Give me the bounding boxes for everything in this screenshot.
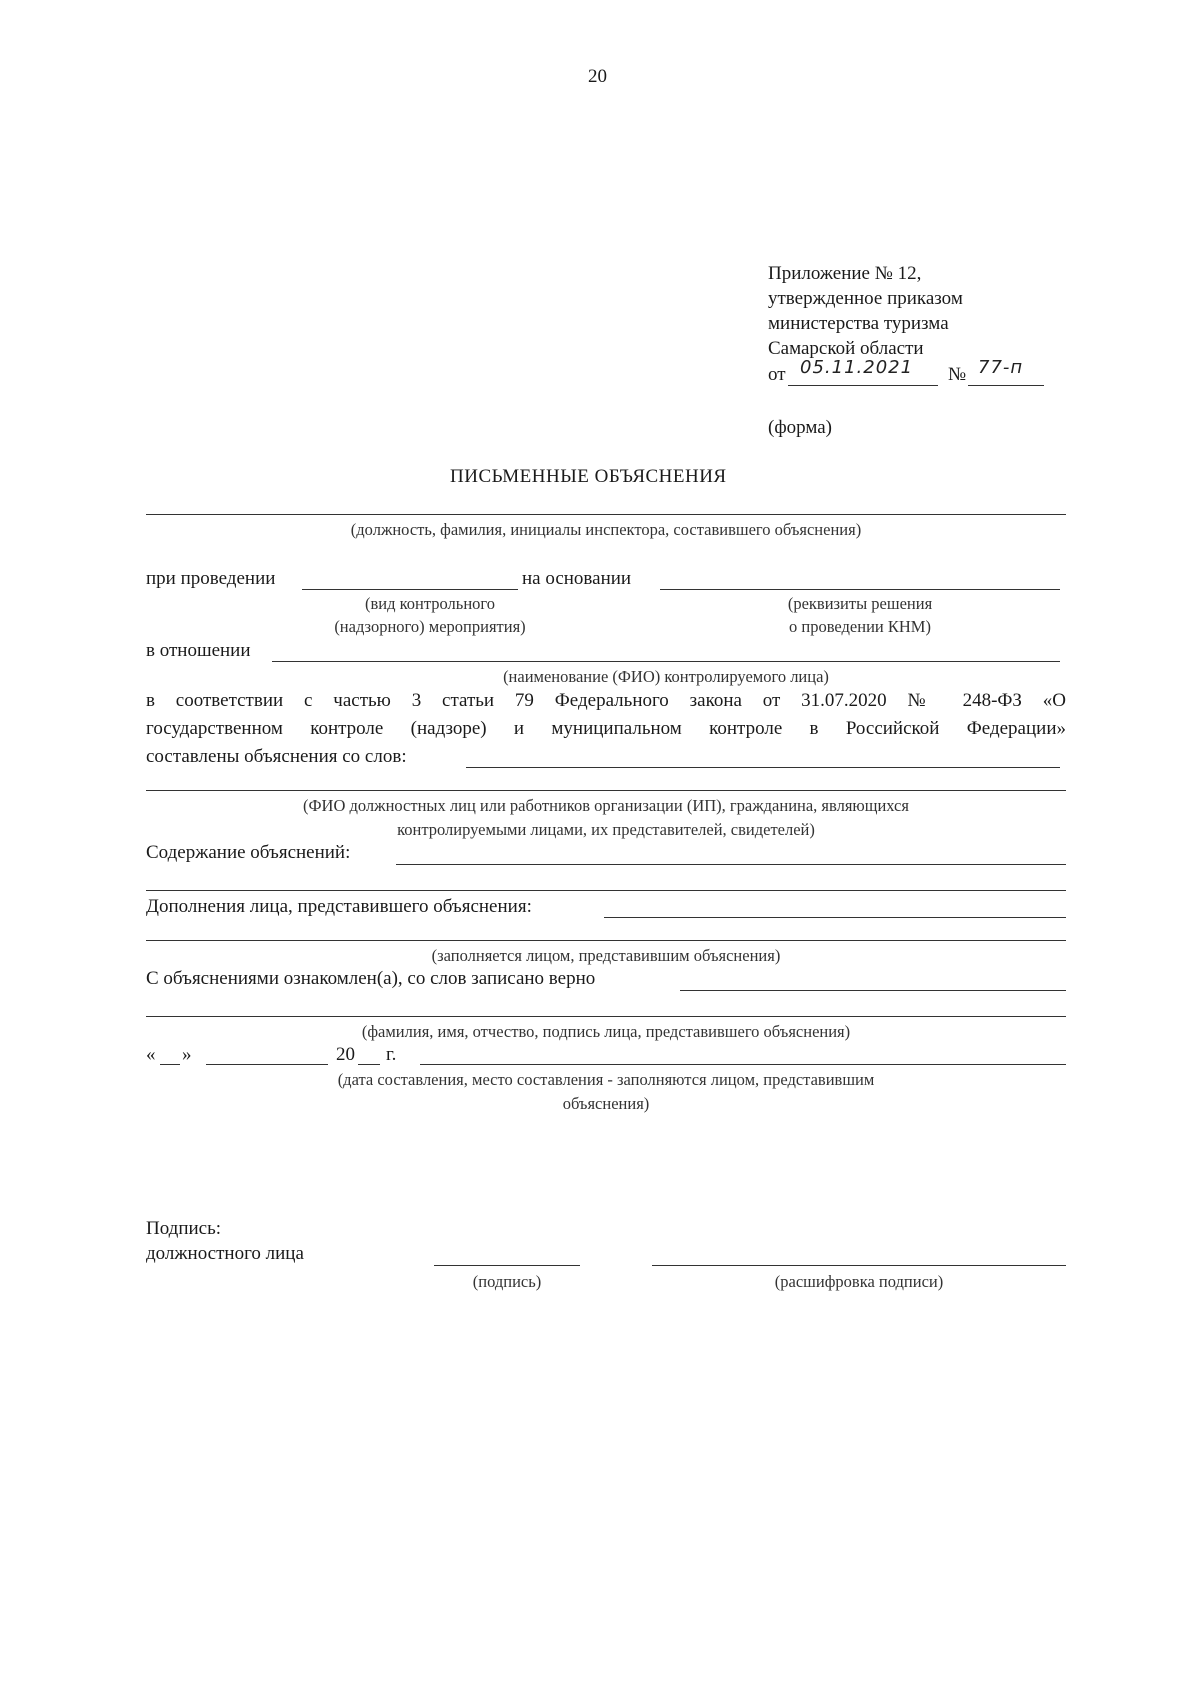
- signer-line: [146, 1016, 1066, 1017]
- acquainted-label: С объяснениями ознакомлен(а), со слов записано верно: [146, 968, 596, 989]
- date-year-suffix: г.: [386, 1044, 397, 1065]
- appendix-line-3: министерства туризма: [768, 313, 949, 334]
- inspector-caption: (должность, фамилия, инициалы инспектора, составившего объяснения): [350, 520, 862, 539]
- appendix-number-line: [968, 385, 1044, 386]
- form-label: (форма): [768, 417, 833, 438]
- signature-caption: (подпись): [472, 1272, 542, 1291]
- signature-line: [434, 1265, 580, 1266]
- additions-line-1: [604, 917, 1066, 918]
- legal-line-1: в соответствии с частью 3 статьи 79 Федерального закона от 31.07.2020 № 248-ФЗ «О: [146, 690, 1066, 711]
- signature-label-2: должностного лица: [146, 1243, 304, 1264]
- content-line-2: [146, 890, 1066, 891]
- persons-caption-2: контролируемыми лицами, их представителей, свидетелей): [397, 820, 815, 839]
- appendix-date-prefix: от: [768, 364, 786, 385]
- caption-kind-2: (надзорного) мероприятия): [334, 617, 526, 636]
- basis-label: на основании: [522, 568, 632, 589]
- additions-label: Дополнения лица, представившего объяснения:: [146, 896, 532, 917]
- date-year-prefix: 20: [336, 1044, 355, 1065]
- additions-line-2: [146, 940, 1066, 941]
- legal-words-line: [466, 767, 1060, 768]
- signature-decoding-caption: (расшифровка подписи): [774, 1272, 944, 1291]
- persons-line: [146, 790, 1066, 791]
- conduct-kind-line: [302, 589, 518, 590]
- regarding-caption: (наименование (ФИО) контролируемого лица): [503, 667, 829, 686]
- date-month-line: [206, 1064, 328, 1065]
- document-title: ПИСЬМЕННЫЕ ОБЪЯСНЕНИЯ: [450, 466, 727, 487]
- appendix-date-line: [788, 385, 938, 386]
- signer-caption: (фамилия, имя, отчество, подпись лица, представившего объяснения): [361, 1022, 851, 1041]
- appendix-date-handwritten: 05.11.2021: [800, 357, 914, 378]
- conduct-label: при проведении: [146, 568, 276, 589]
- basis-line: [660, 589, 1060, 590]
- appendix-line-2: утвержденное приказом: [768, 288, 963, 309]
- page-number: 20: [588, 66, 607, 87]
- regarding-label: в отношении: [146, 640, 251, 661]
- date-caption-1: (дата составления, место составления - заполняются лицом, представившим: [337, 1070, 875, 1089]
- signature-decoding-line: [652, 1265, 1066, 1266]
- regarding-line: [272, 661, 1060, 662]
- caption-decision-2: о проведении КНМ): [789, 617, 931, 636]
- signature-label-1: Подпись:: [146, 1218, 222, 1239]
- caption-decision-1: (реквизиты решения: [787, 594, 933, 613]
- date-year-line: [358, 1064, 380, 1065]
- caption-kind-1: (вид контрольного: [364, 594, 496, 613]
- appendix-line-4: Самарской области: [768, 338, 924, 359]
- legal-line-2: государственном контроле (надзоре) и муниципальном контроле в Российской Федерации»: [146, 718, 1066, 739]
- additions-caption: (заполняется лицом, представившим объяснения): [431, 946, 781, 965]
- inspector-line: [146, 514, 1066, 515]
- content-line-1: [396, 864, 1066, 865]
- appendix-line-1: Приложение № 12,: [768, 263, 922, 284]
- appendix-number-handwritten: 77-п: [978, 357, 1024, 378]
- appendix-number-prefix: №: [948, 364, 967, 385]
- content-label: Содержание объяснений:: [146, 842, 351, 863]
- date-close-quote: »: [182, 1044, 192, 1065]
- date-day-line: [160, 1064, 180, 1065]
- date-place-line: [420, 1064, 1066, 1065]
- acquainted-line: [680, 990, 1066, 991]
- persons-caption-1: (ФИО должностных лиц или работников организации (ИП), гражданина, являющихся: [303, 796, 909, 815]
- date-open-quote: «: [146, 1044, 156, 1065]
- legal-line-3: составлены объяснения со слов:: [146, 746, 407, 767]
- date-caption-2: объяснения): [562, 1094, 650, 1113]
